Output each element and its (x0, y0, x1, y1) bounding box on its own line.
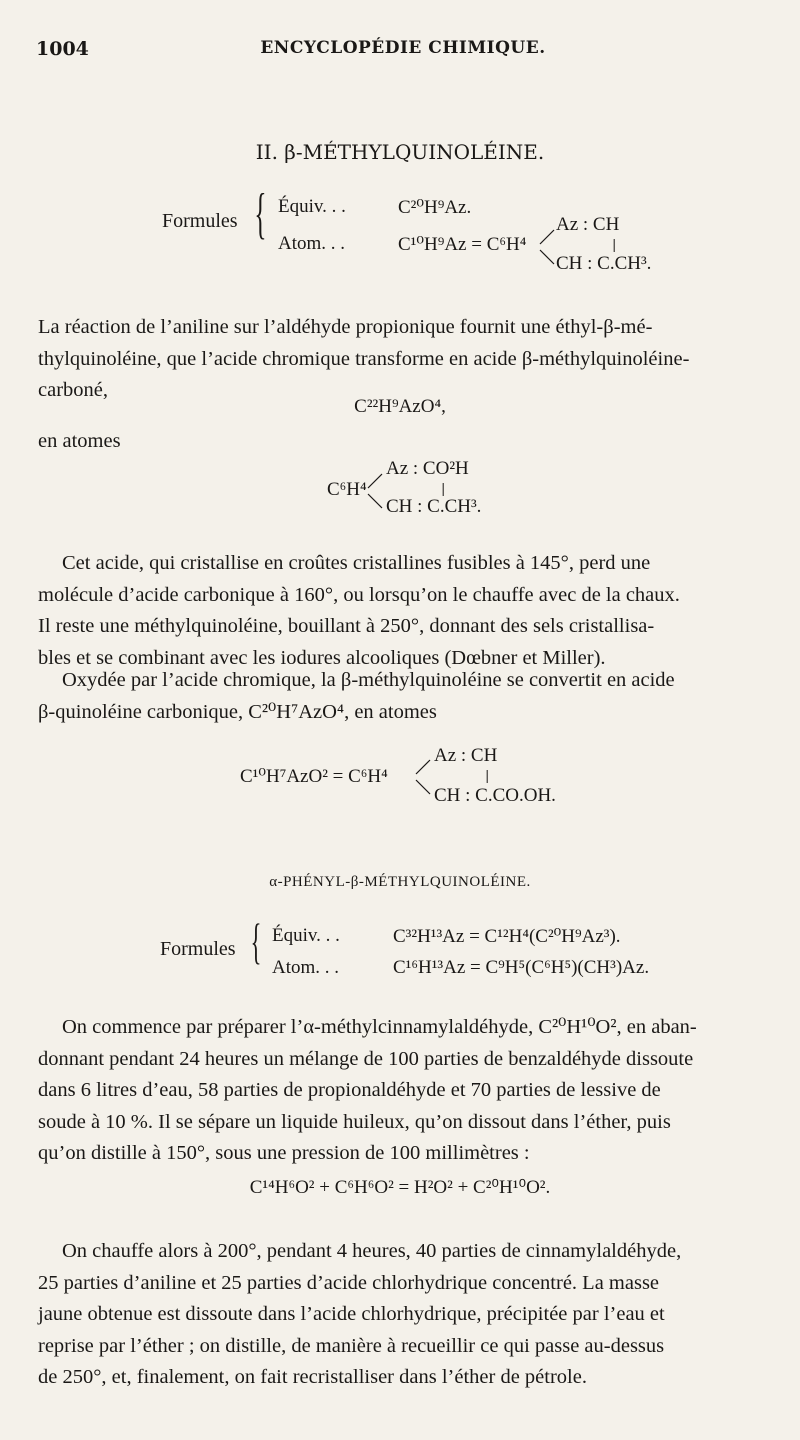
formula-label: Formules (162, 210, 238, 232)
paragraph-5 (38, 1236, 768, 1394)
text-line: bles et se combinant avec les iodures alcooliques (Dœbner et Miller). (38, 646, 606, 669)
paragraph-2 (38, 548, 768, 674)
text-line: de 250°, et, finalement, on fait recristalliser dans l’éther de pétrole. (38, 1366, 587, 1388)
text-line: dans 6 litres d’eau, 58 parties de propionaldéhyde et 70 parties de lessive de (38, 1079, 661, 1101)
text-line: On commence par préparer l’α-méthylcinnamylaldéhyde, C²⁰H¹⁰O², en aban- (62, 1016, 697, 1038)
brace-icon: { (250, 913, 262, 969)
paragraph-1 (38, 312, 768, 407)
text-line: La réaction de l’aniline sur l’aldéhyde propionique fournit une éthyl-β-mé- (38, 316, 653, 338)
bond-vertical-icon: | (612, 238, 617, 253)
formula-label: Formules (160, 938, 236, 960)
text-line: jaune obtenue est dissoute dans l’acide chlorhydrique, précipitée par l’eau et (38, 1303, 665, 1325)
bottom-branch: CH : C.CH³. (556, 253, 652, 274)
page-header (36, 38, 770, 64)
section-title: II. β-MÉTHYLQUINOLÉINE. (255, 140, 545, 164)
bond-vertical-icon: | (485, 769, 490, 784)
bottom-branch: CH : C.CH³. (386, 496, 482, 517)
equation: C¹⁴H⁶O² + C⁶H⁶O² = H²O² + C²⁰H¹⁰O². (249, 1177, 551, 1198)
paragraph-4 (38, 1012, 768, 1170)
running-title: ENCYCLOPÉDIE CHIMIQUE. (260, 38, 546, 58)
paragraph-3 (38, 665, 768, 728)
equiv-value: C²⁰H⁹Az. (398, 197, 472, 218)
text-line: molécule d’acide carbonique à 160°, ou lorsqu’on le chauffe avec de la chaux. (38, 583, 680, 606)
bond-lines-icon (414, 752, 434, 802)
text-line: 25 parties d’aniline et 25 parties d’acide chlorhydrique concentré. La masse (38, 1271, 660, 1294)
text-line: thylquinoléine, que l’acide chromique transforme en acide β-méthylquinoléine- (38, 347, 690, 370)
equiv-label: Équiv. . . (278, 196, 346, 217)
top-branch: Az : CH (434, 745, 498, 766)
formula-value: C²²H⁹AzO⁴, (354, 396, 446, 417)
brace-icon: { (254, 183, 267, 245)
text-line: Il reste une méthylquinoléine, bouillant à 250°, donnant des sels cristallisa- (38, 615, 655, 637)
formula-left: C⁶H⁴ (327, 479, 367, 500)
text-line: reprise par l’éther ; on distille, de manière à recueillir ce qui passe au-dessus (38, 1334, 665, 1357)
atom-label: Atom. . . (272, 957, 340, 978)
bond-vertical-icon: | (441, 482, 446, 497)
bond-lines-icon (366, 466, 386, 516)
text-line: carboné, (38, 379, 108, 401)
text-line: qu’on distille à 150°, sous une pression de 100 millimètres : (38, 1142, 530, 1164)
text-line: Oxydée par l’acide chromique, la β-méthylquinoléine se convertit en acide (62, 669, 675, 691)
page-number: 1004 (36, 38, 89, 60)
bottom-branch: CH : C.CO.OH. (434, 785, 556, 806)
text-line: On chauffe alors à 200°, pendant 4 heures, 40 parties de cinnamylaldéhyde, (62, 1240, 682, 1262)
top-branch: Az : CH (556, 214, 620, 235)
top-branch: Az : CO²H (386, 458, 469, 479)
en-atomes-label: en atomes (38, 430, 121, 452)
text-line: Cet acide, qui cristallise en croûtes cristallines fusibles à 145°, perd une (62, 552, 651, 574)
atom-label: Atom. . . (278, 233, 346, 254)
atom-value: C¹⁰H⁹Az = C⁶H⁴ (398, 234, 527, 255)
equiv-value: C³²H¹³Az = C¹²H⁴(C²⁰H⁹Az³). (393, 926, 621, 947)
text-line: β-quinoléine carbonique, C²⁰H⁷AzO⁴, en atomes (38, 700, 437, 723)
equiv-label: Équiv. . . (272, 925, 340, 946)
bond-lines-icon (538, 222, 558, 272)
subsection-title: α-PHÉNYL-β-MÉTHYLQUINOLÉINE. (269, 874, 531, 890)
atom-value: C¹⁶H¹³Az = C⁹H⁵(C⁶H⁵)(CH³)Az. (393, 957, 650, 978)
text-line: donnant pendant 24 heures un mélange de 100 parties de benzaldéhyde dissoute (38, 1047, 694, 1070)
text-line: soude à 10 %. Il se sépare un liquide huileux, qu’on dissout dans l’éther, puis (38, 1110, 671, 1133)
formula-left: C¹⁰H⁷AzO² = C⁶H⁴ (240, 766, 388, 787)
